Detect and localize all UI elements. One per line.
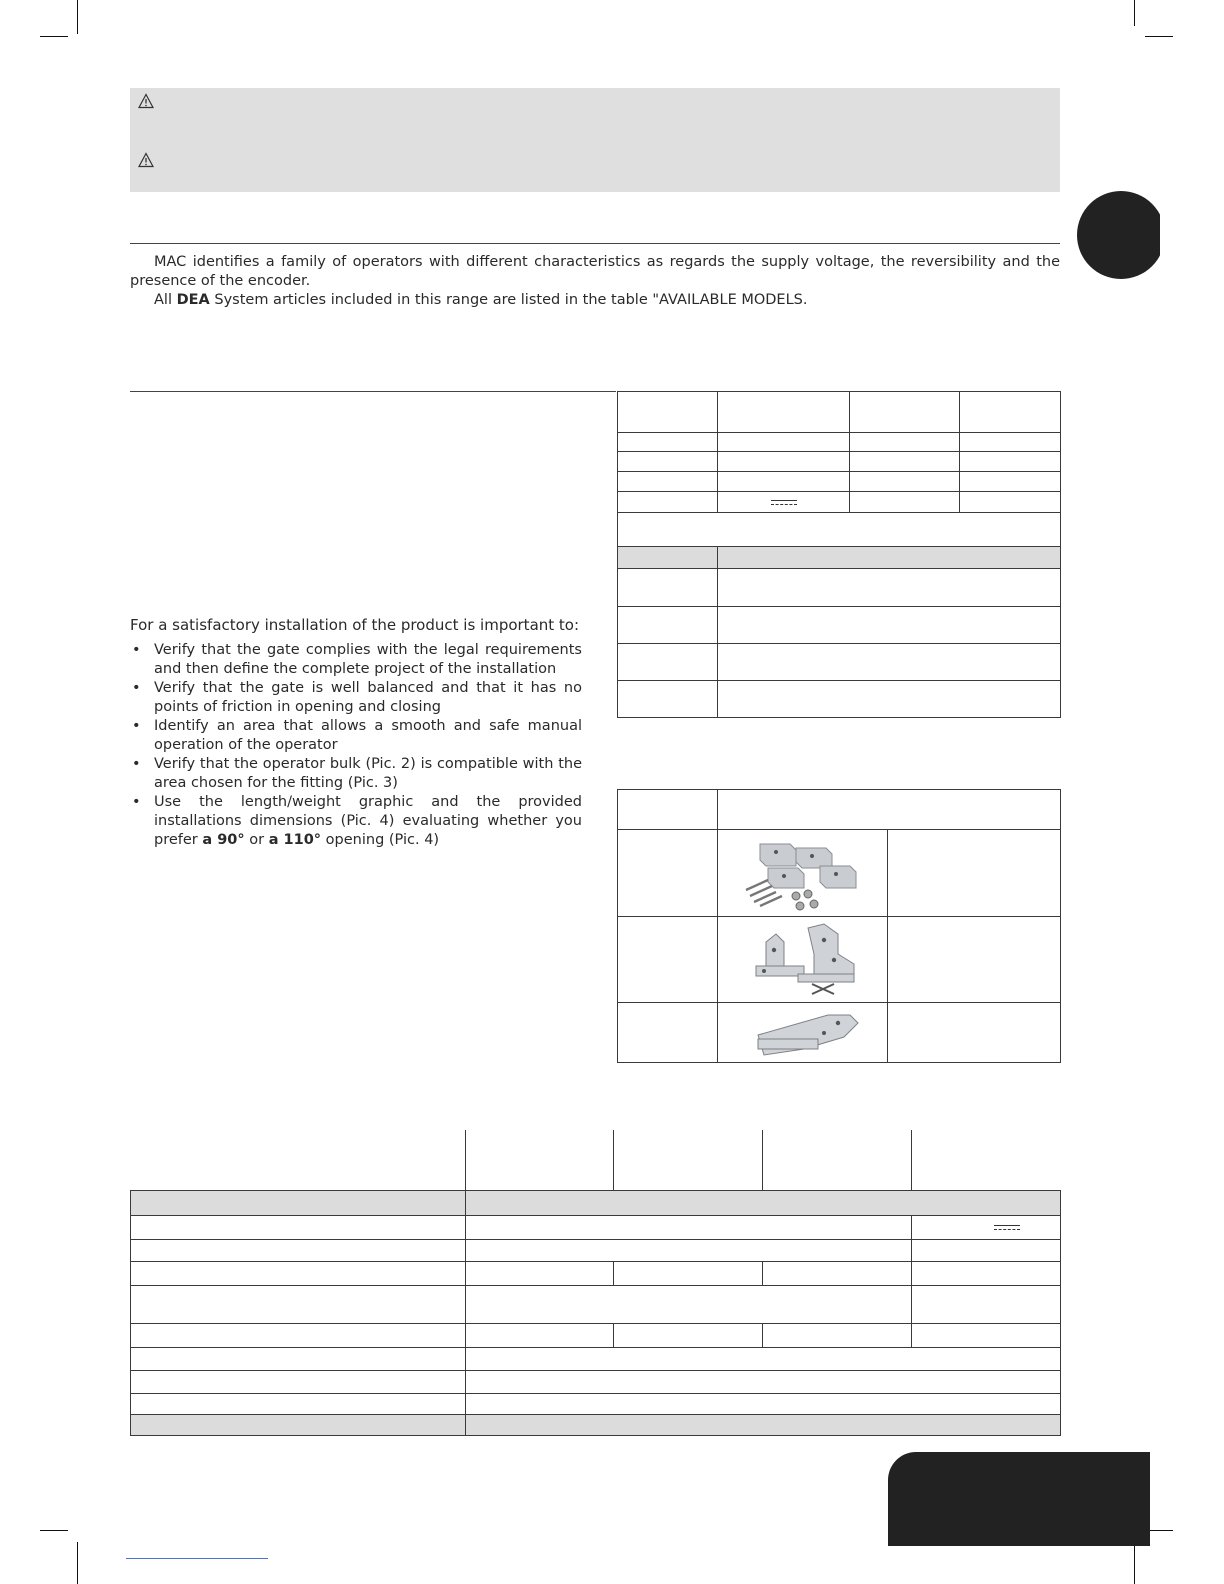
table-cell [888, 830, 1061, 917]
list-item-bold: a 90° [202, 832, 245, 848]
dc-current-symbol-icon [994, 1223, 1020, 1233]
table-cell [466, 1130, 614, 1190]
list-item [130, 793, 582, 850]
section-rule [130, 243, 1060, 244]
table-cell [131, 1347, 466, 1370]
table-cell [850, 433, 960, 452]
table-cell [466, 1285, 912, 1323]
table-cell [131, 1261, 466, 1285]
table-cell [131, 1215, 466, 1239]
table-cell [614, 1261, 763, 1285]
brand-name: DEA [176, 292, 210, 308]
installation-lead-text: For a satisfactory installation of the product is important to: [130, 616, 580, 634]
table-cell [850, 492, 960, 513]
crop-mark [77, 0, 78, 34]
table-header-cell [466, 1190, 1061, 1215]
table-cell [466, 1261, 614, 1285]
table-cell [466, 1370, 1061, 1393]
table-cell [466, 1347, 1061, 1370]
crop-mark [1145, 36, 1173, 37]
table-cell [131, 1285, 466, 1323]
table-cell [618, 569, 718, 607]
intro-paragraph-2 [130, 291, 1060, 310]
installation-checklist [130, 641, 582, 850]
table-cell [718, 917, 888, 1003]
table-cell [618, 492, 718, 513]
table-cell [888, 917, 1061, 1003]
table-cell [131, 1130, 466, 1190]
list-item: • Verify that the gate is well balanced and that it has no points of friction in opening and closing [130, 679, 582, 717]
table-cell [618, 1003, 718, 1063]
table-cell [888, 1003, 1061, 1063]
table-cell [618, 790, 718, 830]
table-cell [718, 492, 850, 513]
table-cell [718, 433, 850, 452]
release-lever-image [738, 1005, 868, 1061]
intro-text: MAC identifies a family of operators with different characteristics as regards the supply voltage, the reversibility and the presence of the encoder. [130, 254, 1060, 289]
table-cell [718, 830, 888, 917]
table-cell [960, 452, 1061, 472]
table-cell [763, 1323, 912, 1347]
table-cell [466, 1323, 614, 1347]
table-cell [618, 644, 718, 681]
page-number-block [888, 1452, 1150, 1546]
installation-lead [130, 616, 582, 635]
list-item: • Verify that the operator bulk (Pic. 2) is compatible with the area chosen for the fitting (Pic. 3) [130, 755, 582, 793]
table-cell [850, 452, 960, 472]
table-cell [718, 452, 850, 472]
table-cell [618, 433, 718, 452]
table-cell [466, 1239, 912, 1261]
table-cell [718, 569, 1061, 607]
table-header-cell [131, 1190, 466, 1215]
fixing-plates-kit-image [738, 834, 868, 912]
table-cell [912, 1215, 1061, 1239]
crop-mark [40, 36, 68, 37]
intro-text: System articles included in this range are listed in the table "AVAILABLE MODELS. [209, 292, 808, 308]
table-cell [614, 1323, 763, 1347]
list-item: • Identify an area that allows a smooth and safe manual operation of the operator [130, 717, 582, 755]
list-item-text: Use the length/weight graphic and the provided installations dimensions (Pic. 4) evaluating whether you prefer [154, 794, 582, 848]
warning-box [130, 88, 1060, 192]
table-cell [912, 1323, 1061, 1347]
table-cell [960, 472, 1061, 492]
table-cell [763, 1130, 912, 1190]
table-cell [960, 433, 1061, 452]
available-models-table [617, 391, 1061, 718]
table-cell [618, 917, 718, 1003]
section-rule [130, 391, 616, 392]
crop-mark [77, 1542, 78, 1584]
dc-current-symbol-icon [771, 498, 797, 508]
table-cell [912, 1239, 1061, 1261]
list-item-bold: a 110° [268, 832, 322, 848]
table-cell [131, 1393, 466, 1414]
table-cell [618, 830, 718, 917]
warning-triangle-icon [138, 93, 154, 109]
crop-mark [1134, 1542, 1135, 1584]
table-cell [718, 392, 850, 433]
table-cell [718, 607, 1061, 644]
warning-triangle-icon [138, 152, 154, 168]
table-cell [850, 392, 960, 433]
table-cell [912, 1130, 1061, 1190]
table-cell [618, 452, 718, 472]
table-cell [618, 472, 718, 492]
footer-link[interactable] [126, 1558, 268, 1559]
list-item-text: or [244, 832, 269, 848]
crop-mark [1134, 0, 1135, 26]
technical-data-table [130, 1130, 1061, 1436]
table-cell [618, 607, 718, 644]
language-tab-marker [1077, 191, 1165, 279]
table-cell [131, 1323, 466, 1347]
table-cell [718, 790, 1061, 830]
table-cell [718, 1003, 888, 1063]
table-cell [718, 681, 1061, 718]
table-cell [614, 1130, 763, 1190]
table-header-cell [718, 547, 1061, 569]
page-margin [1160, 180, 1224, 290]
table-cell [466, 1414, 1061, 1435]
table-cell [618, 513, 1061, 547]
table-cell [618, 681, 718, 718]
table-cell [718, 644, 1061, 681]
list-item-text: opening (Pic. 4) [321, 832, 440, 848]
table-cell [131, 1239, 466, 1261]
crop-mark [40, 1530, 68, 1531]
table-header-cell [618, 547, 718, 569]
table-cell [131, 1414, 466, 1435]
table-cell [131, 1370, 466, 1393]
table-cell [912, 1261, 1061, 1285]
intro-paragraph [130, 253, 1060, 291]
table-cell [466, 1393, 1061, 1414]
list-item: • Verify that the gate complies with the legal requirements and then define the complete project of the installation [130, 641, 582, 679]
accessories-table [617, 789, 1061, 1063]
gate-brackets-image [738, 920, 868, 1000]
table-cell [960, 492, 1061, 513]
intro-text: All [154, 292, 177, 308]
table-cell [912, 1285, 1061, 1323]
table-cell [960, 392, 1061, 433]
table-cell [718, 472, 850, 492]
table-cell [618, 392, 718, 433]
table-cell [466, 1215, 912, 1239]
table-cell [763, 1261, 912, 1285]
table-cell [850, 472, 960, 492]
